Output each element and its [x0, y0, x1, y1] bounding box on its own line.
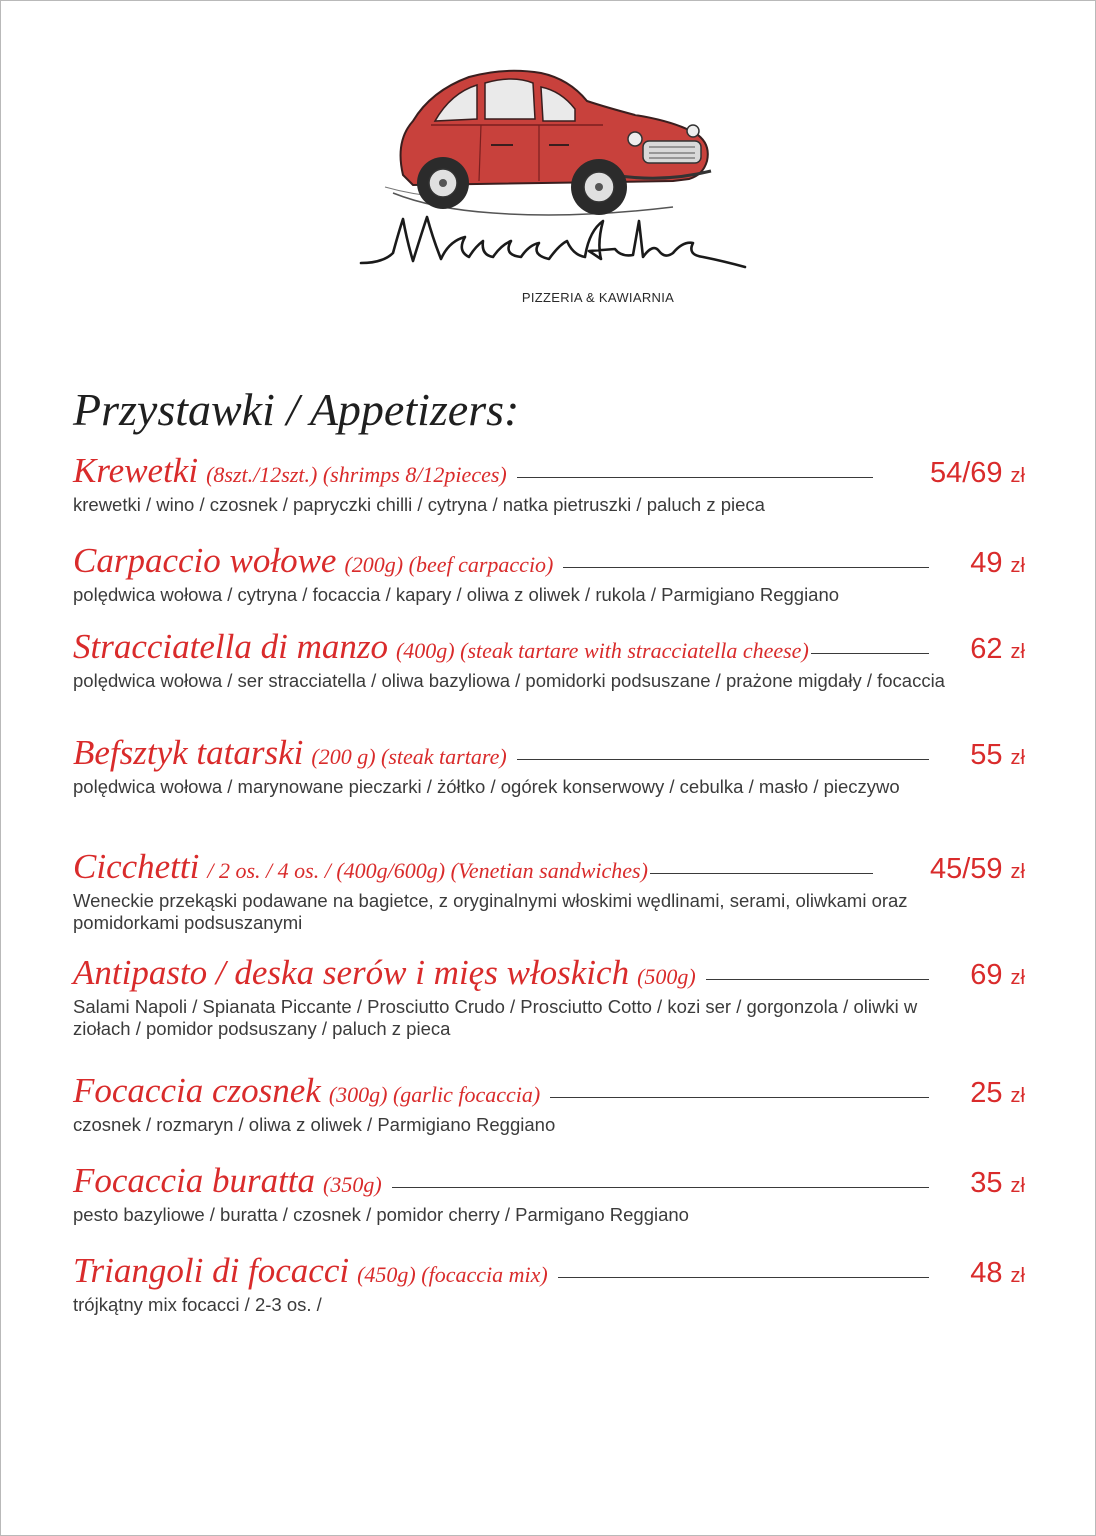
- item-price: 45/59 zł: [929, 853, 1025, 885]
- section-title: Przystawki / Appetizers:: [73, 384, 520, 435]
- item-name: Carpaccio wołowe: [73, 541, 337, 580]
- item-name: Antipasto / deska serów i mięs włoskich: [73, 953, 630, 992]
- item-description: polędwica wołowa / ser stracciatella / oliwa bazyliowa / pomidorki podsuszane / prażone migdały / focaccia: [73, 670, 945, 691]
- dotted-leader: [558, 1251, 929, 1278]
- item-description: polędwica wołowa / cytryna / focaccia / kapary / oliwa z oliwek / rukola / Parmigiano Reggiano: [73, 584, 840, 605]
- item-price: 54/69 zł: [929, 457, 1025, 489]
- item-description: Salami Napoli / Spianata Piccante / Prosciutto Crudo / Prosciutto Cotto / kozi ser / gorgonzola / oliwki w ziołach / pomidor podsuszany / paluch z pieca: [73, 996, 918, 1039]
- warszafka-wordmark: [353, 211, 753, 287]
- dotted-leader: [550, 1071, 929, 1098]
- tagline: PIZZERIA & KAWIARNIA: [521, 290, 675, 305]
- item-name: Triangoli di focacci: [73, 1251, 350, 1290]
- item-portion: (300g) (garlic focaccia): [328, 1082, 541, 1107]
- item-price: 69 zł: [970, 959, 1025, 991]
- menu-item-focaccia-czosnek: [73, 1071, 1025, 1136]
- menu-item-carpaccio: [73, 541, 1025, 606]
- item-price: 25 zł: [970, 1077, 1025, 1109]
- item-portion: (8szt./12szt.) (shrimps 8/12pieces): [206, 462, 507, 487]
- item-portion: (200g) (beef carpaccio): [344, 552, 554, 577]
- menu-item-antipasto: [73, 953, 1025, 1040]
- item-name: Stracciatella di manzo: [73, 627, 388, 666]
- dotted-leader: [517, 733, 929, 760]
- item-description: czosnek / rozmaryn / oliwa z oliwek / Parmigiano Reggiano: [73, 1114, 556, 1135]
- item-name: Krewetki: [73, 451, 199, 490]
- item-name: Focaccia buratta: [73, 1161, 316, 1200]
- item-description: krewetki / wino / czosnek / papryczki chilli / cytryna / natka pietruszki / paluch z pieca: [73, 494, 765, 515]
- item-portion: / 2 os. / 4 os. / (400g/600g) (Venetian sandwiches): [207, 858, 648, 883]
- item-description: polędwica wołowa / marynowane pieczarki / żółtko / ogórek konserwowy / cebulka / masło / pieczywo: [73, 776, 900, 797]
- menu-item-befsztyk: [73, 733, 1025, 798]
- item-name: Focaccia czosnek: [73, 1071, 321, 1110]
- menu-item-triangoli: [73, 1251, 1025, 1316]
- item-portion: (400g) (steak tartare with stracciatella cheese): [395, 638, 809, 663]
- item-portion: (350g): [323, 1172, 382, 1197]
- dotted-leader: [650, 847, 873, 874]
- item-price: 49 zł: [970, 547, 1025, 579]
- vintage-car-icon: [373, 63, 725, 225]
- item-name: Befsztyk tatarski: [73, 733, 304, 772]
- menu-item-focaccia-buratta: [73, 1161, 1025, 1226]
- dotted-leader: [517, 451, 873, 478]
- item-price: 62 zł: [970, 633, 1025, 665]
- dotted-leader: [392, 1161, 929, 1188]
- item-portion: (200 g) (steak tartare): [311, 744, 507, 769]
- item-name: Cicchetti: [73, 847, 200, 886]
- menu-item-cicchetti: [73, 847, 1025, 934]
- item-description: Weneckie przekąski podawane na bagietce, z oryginalnymi włoskimi wędlinami, serami, oliwkami oraz pomidorkami podsuszanymi: [73, 890, 908, 933]
- menu-item-krewetki: [73, 451, 1025, 516]
- dotted-leader: [563, 541, 929, 568]
- item-price: 55 zł: [970, 739, 1025, 771]
- logo: [1, 1, 1095, 321]
- dotted-leader: [811, 627, 929, 654]
- dotted-leader: [706, 953, 929, 980]
- item-portion: (450g) (focaccia mix): [357, 1262, 548, 1287]
- item-price: 35 zł: [970, 1167, 1025, 1199]
- menu-item-stracciatella: [73, 627, 1025, 692]
- item-portion: (500g): [637, 964, 696, 989]
- item-description: pesto bazyliowe / buratta / czosnek / pomidor cherry / Parmigano Reggiano: [73, 1204, 689, 1225]
- item-price: 48 zł: [970, 1257, 1025, 1289]
- item-description: trójkątny mix focacci / 2-3 os. /: [73, 1294, 322, 1315]
